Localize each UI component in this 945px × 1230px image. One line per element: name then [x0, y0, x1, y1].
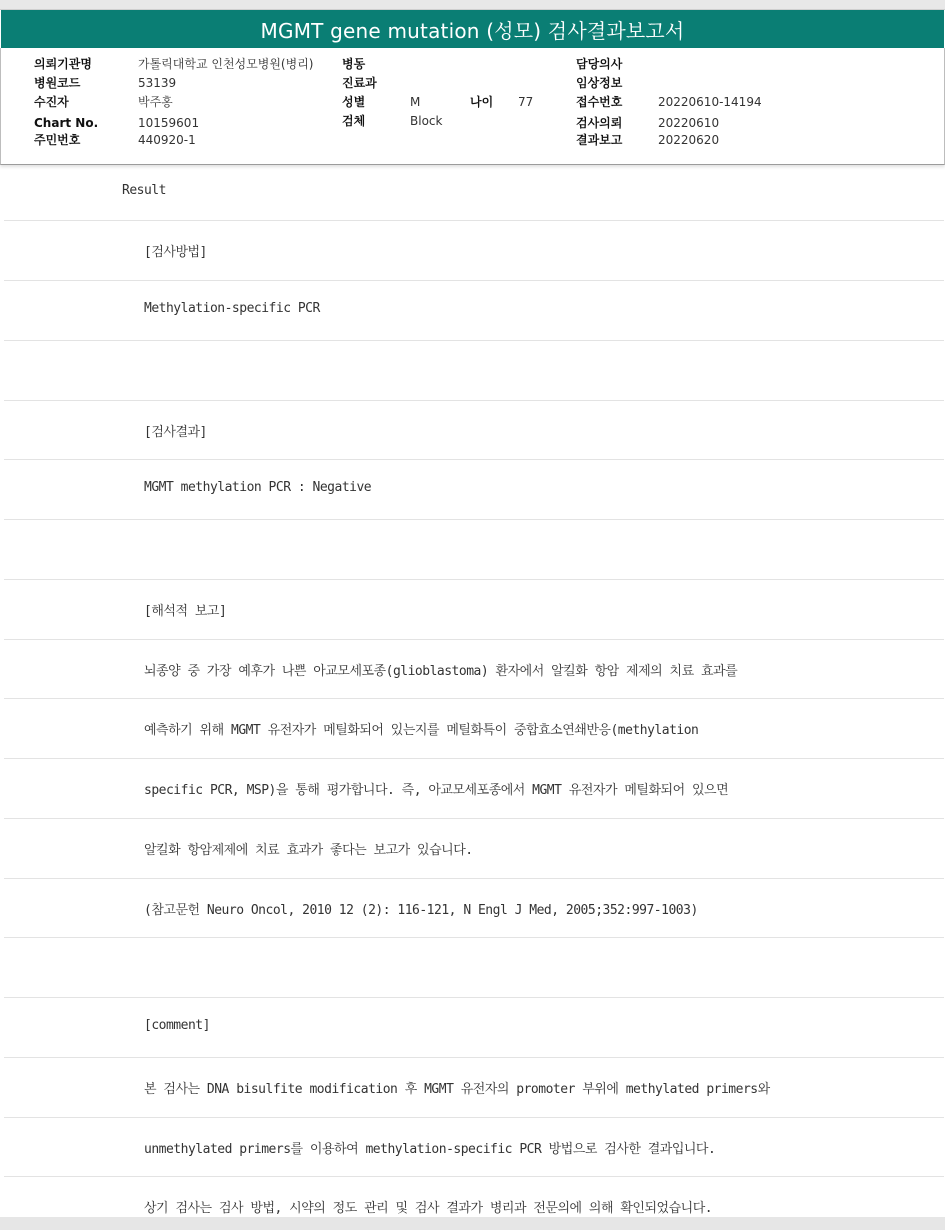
comment-heading: [comment] — [144, 1018, 210, 1033]
resident-number-value: 440920-1 — [138, 133, 196, 147]
result-row — [4, 580, 944, 640]
specimen-label: 검체 — [342, 114, 366, 128]
age-label: 나이 — [470, 95, 494, 109]
result-row — [4, 998, 944, 1058]
result-text: MGMT methylation PCR : Negative — [144, 480, 372, 495]
interpretation-line: 예측하기 위해 MGMT 유전자가 메틸화되어 있는지를 메틸화특이 중합효소연쇄반응(methylation — [144, 723, 699, 738]
hospital-code-label: 병원코드 — [34, 76, 81, 90]
chart-no-label: Chart No. — [34, 116, 99, 130]
request-date-label: 검사의뢰 — [576, 116, 623, 130]
clinical-info-label: 임상정보 — [576, 76, 623, 90]
result-row — [4, 759, 944, 819]
interpretation-line: 알킬화 항암제제에 치료 효과가 좋다는 보고가 있습니다. — [144, 843, 473, 858]
age-value: 77 — [518, 95, 534, 109]
result-row — [4, 281, 944, 341]
chart-no-value: 10159601 — [138, 116, 200, 130]
interpretation-heading: [해석적 보고] — [144, 604, 227, 619]
result-row — [4, 1118, 944, 1177]
receipt-number-label: 접수번호 — [576, 95, 623, 109]
result-row — [4, 819, 944, 879]
result-row — [4, 164, 944, 221]
report-date-label: 결과보고 — [576, 133, 623, 147]
result-heading: Result — [122, 183, 166, 198]
result-row — [4, 699, 944, 759]
patient-info-panel — [0, 48, 945, 165]
result-section-heading: [검사결과] — [144, 425, 207, 440]
result-row — [4, 1058, 944, 1118]
reference-line: (참고문헌 Neuro Oncol, 2010 12 (2): 116-121, N Engl J Med, 2005;352:997-1003) — [144, 903, 698, 918]
patient-name-value: 박주홍 — [138, 95, 173, 109]
department-label: 진료과 — [342, 76, 377, 90]
method-text: Methylation-specific PCR — [144, 301, 320, 316]
requesting-institution-label: 의뢰기관명 — [34, 57, 92, 71]
result-row — [4, 520, 944, 580]
bottom-scroll-strip — [0, 1217, 945, 1230]
sex-value: M — [410, 95, 421, 109]
report-title: MGMT gene mutation (성모) 검사결과보고서 — [1, 10, 944, 48]
result-row — [4, 938, 944, 998]
result-row — [4, 879, 944, 938]
hospital-code-value: 53139 — [138, 76, 177, 90]
specimen-value: Block — [410, 114, 443, 128]
ward-label: 병동 — [342, 57, 366, 71]
receipt-number-value: 20220610-14194 — [658, 95, 762, 109]
patient-name-label: 수진자 — [34, 95, 69, 109]
sex-label: 성별 — [342, 95, 366, 109]
requesting-institution-value: 가톨릭대학교 인천성모병원(병리) — [138, 57, 314, 71]
result-row — [4, 460, 944, 520]
comment-line: 본 검사는 DNA bisulfite modification 후 MGMT 유전자의 promoter 부위에 methylated primers와 — [144, 1082, 770, 1097]
result-row — [4, 341, 944, 401]
resident-number-label: 주민번호 — [34, 133, 81, 147]
report-date-value: 20220620 — [658, 133, 720, 147]
request-date-value: 20220610 — [658, 116, 720, 130]
method-heading: [검사방법] — [144, 245, 207, 260]
comment-line: unmethylated primers를 이용하여 methylation-specific PCR 방법으로 검사한 결과입니다. — [144, 1142, 716, 1157]
result-row — [4, 640, 944, 699]
interpretation-line: specific PCR, MSP)을 통해 평가합니다. 즉, 아교모세포종에서 MGMT 유전자가 메틸화되어 있으면 — [144, 783, 729, 798]
comment-line: 상기 검사는 검사 방법, 시약의 정도 관리 및 검사 결과가 병리과 전문의에 의해 확인되었습니다. — [144, 1201, 713, 1216]
interpretation-line: 뇌종양 중 가장 예후가 나쁜 아교모세포종(glioblastoma) 환자에서 알킬화 항암 제제의 치료 효과를 — [144, 664, 738, 679]
result-row — [4, 401, 944, 460]
result-row — [4, 1177, 944, 1217]
result-row — [4, 221, 944, 281]
attending-doctor-label: 담당의사 — [576, 57, 623, 71]
top-window-strip — [0, 0, 945, 10]
